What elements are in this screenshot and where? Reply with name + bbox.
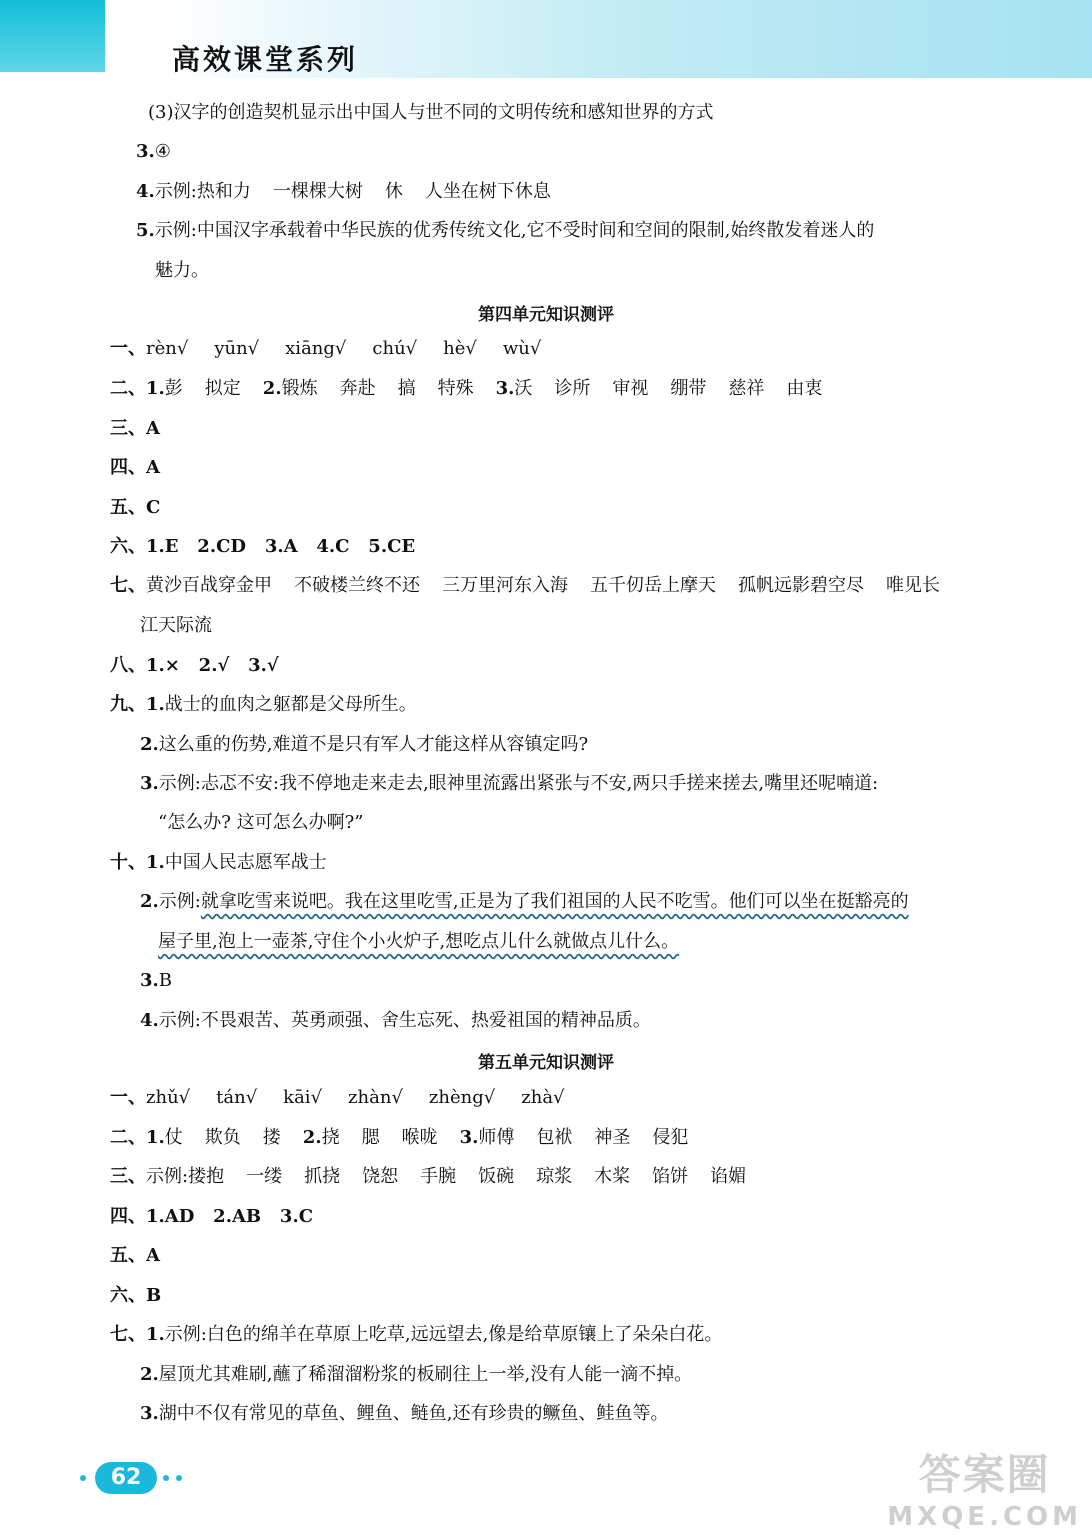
- u4-s9-q2: 2.这么重的伤势,难道不是只有军人才能这样从容镇定吗?: [140, 734, 589, 755]
- u4-s10-q1: 十、1.中国人民志愿军战士: [110, 852, 327, 873]
- u4-s8: 八、1.× 2.√ 3.√: [110, 655, 279, 676]
- u4-s7: 七、黄沙百战穿金甲 不破楼兰终不还 三万里河东入海 五千仞岳上摩天 孤帆远影碧空尽 唯见长: [110, 575, 940, 596]
- decor-dot: [163, 1475, 169, 1481]
- u5-s7-q1: 七、1.示例:白色的绵羊在草原上吃草,远远望去,像是给草原镶上了朵朵白花。: [110, 1324, 723, 1345]
- pinyin-answer: xiāng√: [285, 338, 347, 359]
- word-answer: 谄媚: [710, 1166, 747, 1187]
- word-answer: 饭碗: [478, 1166, 515, 1187]
- page-number: 62: [95, 1462, 157, 1494]
- pinyin-answer: wù√: [502, 338, 542, 359]
- pinyin-answer: zhǔ√: [146, 1087, 191, 1108]
- word-answer: 搂抱: [188, 1166, 225, 1187]
- u5-s7-q3: 3.湖中不仅有常见的草鱼、鲤鱼、鲢鱼,还有珍贵的鳜鱼、鲑鱼等。: [140, 1403, 669, 1424]
- u4-s10-q2: 2.示例:就拿吃雪来说吧。我在这里吃雪,正是为了我们祖国的人民不吃雪。他们可以坐在挺豁亮的: [140, 891, 909, 912]
- watermark: 答案圈 MXQE.COM: [887, 1450, 1082, 1532]
- word-answer: 抓挠: [304, 1166, 341, 1187]
- pinyin-answer: rèn√: [146, 338, 189, 359]
- prev-q5-cont: 魅力。: [155, 260, 209, 281]
- word-answer: 一缕: [246, 1166, 283, 1187]
- header-accent-block: [0, 0, 105, 72]
- pinyin-answer: kāi√: [283, 1087, 323, 1108]
- u5-s7-q2: 2.屋顶尤其难刷,蘸了稀溜溜粉浆的板刷往上一举,没有人能一滴不掉。: [140, 1364, 693, 1385]
- u4-s9-q3: 3.示例:忐忑不安:我不停地走来走去,眼神里流露出紧张与不安,两只手搓来搓去,嘴里还呢喃道:: [140, 773, 879, 794]
- pinyin-answer: hè√: [443, 338, 477, 359]
- u5-s5: 五、A: [110, 1245, 160, 1266]
- series-title: 高效课堂系列: [172, 43, 359, 76]
- pinyin-answer: chú√: [372, 338, 418, 359]
- pinyin-answer: zhèng√: [428, 1087, 496, 1108]
- u5-s3: 三、示例:搂抱 一缕 抓挠 饶恕 手腕 饭碗 琼浆 木桨 馅饼 谄媚: [110, 1166, 747, 1187]
- pinyin-answer: zhà√: [521, 1087, 565, 1108]
- u4-s10-q4: 4.示例:不畏艰苦、英勇顽强、舍生忘死、热爱祖国的精神品质。: [140, 1010, 651, 1031]
- word-answer: 琼浆: [536, 1166, 573, 1187]
- word-answer: 手腕: [420, 1166, 457, 1187]
- u4-s1: 一、rèn√ yūn√ xiāng√ chú√ hè√ wù√: [110, 338, 542, 359]
- u5-s1: 一、zhǔ√ tán√ kāi√ zhàn√ zhèng√ zhà√: [110, 1087, 565, 1108]
- u4-s5: 五、C: [110, 497, 161, 518]
- u4-s4: 四、A: [110, 457, 160, 478]
- word-answer: 饶恕: [362, 1166, 399, 1187]
- prev-q5: 5.示例:中国汉字承载着中华民族的优秀传统文化,它不受时间和空间的限制,始终散发着迷人的: [136, 220, 875, 241]
- unit5-title: 第五单元知识测评: [478, 1053, 614, 1073]
- u4-s2: 二、1.彭 拟定 2.锻炼 奔赴 搞 特殊 3.沃 诊所 审视 绷带 慈祥 由衷: [110, 378, 823, 399]
- decor-dot: [80, 1475, 86, 1481]
- u5-s4: 四、1.AD 2.AB 3.C: [110, 1206, 314, 1227]
- prev-q4: 4.示例:热和力 一棵棵大树 休 人坐在树下休息: [136, 181, 551, 202]
- u4-s10-q2-cont: 屋子里,泡上一壶茶,守住个小火炉子,想吃点儿什么就做点儿什么。: [158, 931, 680, 952]
- word-answer: 馅饼: [652, 1166, 689, 1187]
- prev-line-3: (3)汉字的创造契机显示出中国人与世不同的文明传统和感知世界的方式: [148, 102, 714, 123]
- header-band: [0, 0, 1092, 78]
- u4-s3: 三、A: [110, 418, 160, 439]
- pinyin-answer: tán√: [216, 1087, 258, 1108]
- u4-s7-cont: 江天际流: [140, 615, 212, 636]
- u4-s6: 六、1.E 2.CD 3.A 4.C 5.CE: [110, 536, 416, 557]
- u5-s6: 六、B: [110, 1285, 162, 1306]
- pinyin-answer: zhàn√: [348, 1087, 403, 1108]
- word-answer: 木桨: [594, 1166, 631, 1187]
- decor-dot: [176, 1475, 182, 1481]
- u4-s10-q3: 3.B: [140, 970, 173, 991]
- u4-s9-q3-cont: “怎么办? 这可怎么办啊?”: [158, 812, 364, 833]
- prev-q3: 3.④: [136, 141, 171, 162]
- u4-s9-q1: 九、1.战士的血肉之躯都是父母所生。: [110, 694, 417, 715]
- unit4-title: 第四单元知识测评: [478, 305, 614, 325]
- pinyin-answer: yūn√: [214, 338, 260, 359]
- u5-s2: 二、1.仗 欺负 搂 2.挠 腮 喉咙 3.师傅 包袱 神圣 侵犯: [110, 1127, 689, 1148]
